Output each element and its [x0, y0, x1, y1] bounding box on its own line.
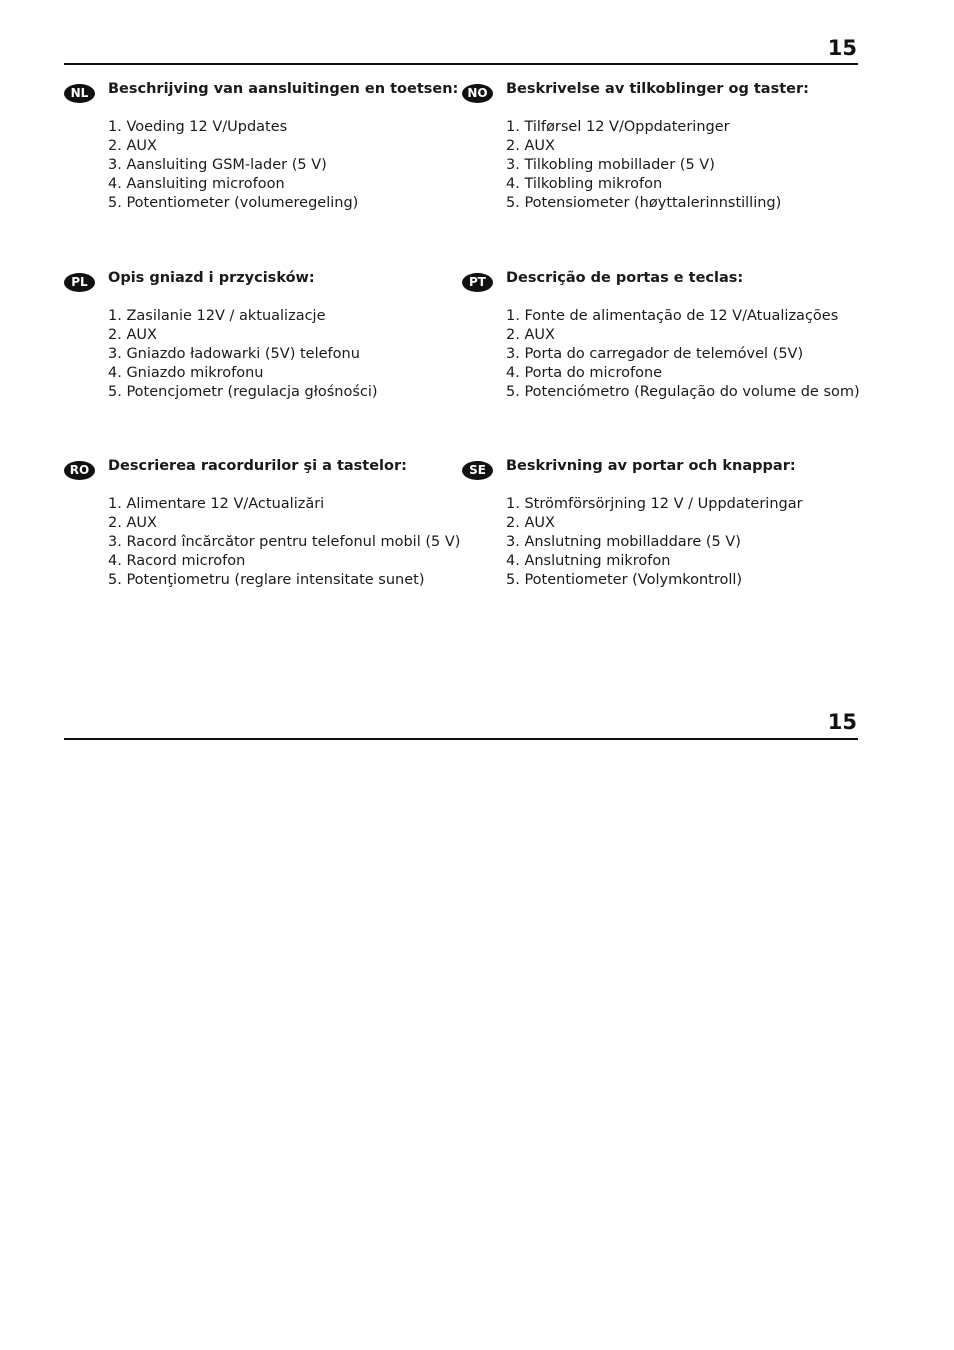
page-number-top: 15	[827, 36, 857, 60]
list-item: 3. Tilkobling mobillader (5 V)	[506, 157, 715, 173]
list-item: 5. Potensiometer (høyttalerinnstilling)	[506, 195, 782, 211]
language-badge-se: SE	[462, 461, 493, 480]
list-item: 4. Aansluiting microfoon	[108, 176, 285, 192]
list-item: 1. Voeding 12 V/Updates	[108, 119, 288, 135]
page-number-bottom: 15	[827, 710, 857, 734]
list-item: 2. AUX	[108, 138, 157, 154]
list-item: 5. Potentiometer (Volymkontroll)	[506, 572, 743, 588]
section-title-pt: Descrição de portas e teclas:	[506, 270, 744, 286]
language-badge-no: NO	[462, 84, 493, 103]
item-list-no	[506, 118, 781, 213]
item-list-pl	[108, 307, 378, 402]
list-item: 4. Anslutning mikrofon	[506, 553, 671, 569]
list-item: 3. Anslutning mobilladdare (5 V)	[506, 534, 741, 550]
top-divider	[64, 63, 858, 65]
item-list-se	[506, 495, 803, 590]
section-title-nl: Beschrijving van aansluitingen en toetsen:	[108, 81, 459, 97]
list-item: 3. Racord încărcător pentru telefonul mobil (5 V)	[108, 534, 461, 550]
section-title-no: Beskrivelse av tilkoblinger og taster:	[506, 81, 809, 97]
language-badge-nl: NL	[64, 84, 95, 103]
list-item: 1. Alimentare 12 V/Actualizări	[108, 496, 325, 512]
language-badge-pl: PL	[64, 273, 95, 292]
language-badge-ro: RO	[64, 461, 95, 480]
list-item: 1. Strömförsörjning 12 V / Uppdateringar	[506, 496, 803, 512]
section-title-pl: Opis gniazd i przycisków:	[108, 270, 315, 286]
list-item: 2. AUX	[108, 327, 157, 343]
list-item: 5. Potenciómetro (Regulação do volume de som)	[506, 384, 860, 400]
list-item: 1. Zasilanie 12V / aktualizacje	[108, 308, 326, 324]
section-title-ro: Descrierea racordurilor şi a tastelor:	[108, 458, 407, 474]
language-badge-pt: PT	[462, 273, 493, 292]
item-list-nl	[108, 118, 358, 213]
list-item: 4. Porta do microfone	[506, 365, 663, 381]
list-item: 5. Potenţiometru (reglare intensitate sunet)	[108, 572, 425, 588]
list-item: 1. Fonte de alimentação de 12 V/Atualizações	[506, 308, 839, 324]
list-item: 2. AUX	[506, 138, 555, 154]
bottom-divider	[64, 738, 858, 740]
list-item: 2. AUX	[506, 327, 555, 343]
list-item: 2. AUX	[506, 515, 555, 531]
list-item: 1. Tilførsel 12 V/Oppdateringer	[506, 119, 730, 135]
list-item: 4. Racord microfon	[108, 553, 246, 569]
section-title-se: Beskrivning av portar och knappar:	[506, 458, 796, 474]
list-item: 4. Tilkobling mikrofon	[506, 176, 663, 192]
list-item: 3. Porta do carregador de telemóvel (5V)	[506, 346, 804, 362]
list-item: 2. AUX	[108, 515, 157, 531]
list-item: 5. Potencjometr (regulacja głośności)	[108, 384, 378, 400]
list-item: 3. Aansluiting GSM-lader (5 V)	[108, 157, 327, 173]
item-list-pt	[506, 307, 860, 402]
list-item: 5. Potentiometer (volumeregeling)	[108, 195, 359, 211]
list-item: 4. Gniazdo mikrofonu	[108, 365, 264, 381]
item-list-ro	[108, 495, 460, 590]
list-item: 3. Gniazdo ładowarki (5V) telefonu	[108, 346, 360, 362]
